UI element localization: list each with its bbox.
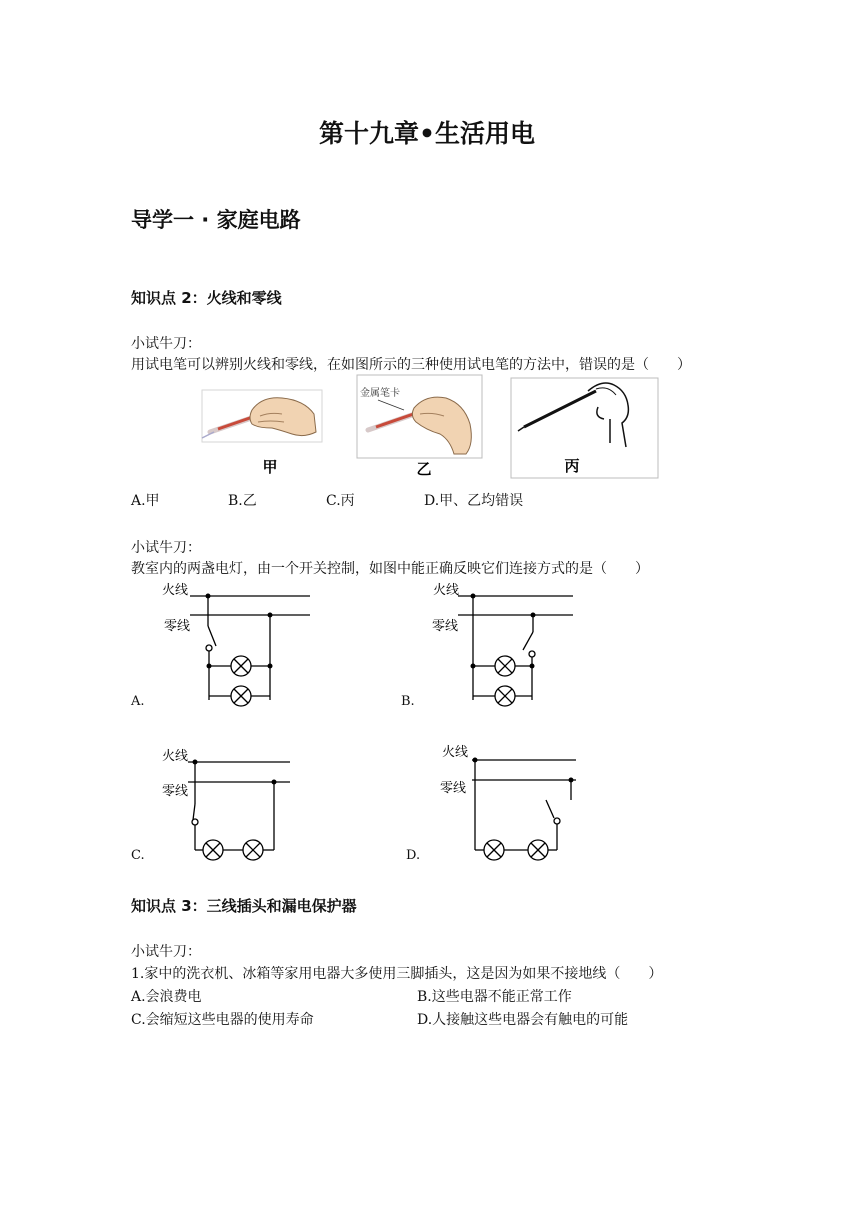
neutral-wire-label: 零线 — [164, 619, 191, 634]
question-stem: 1.家中的洗衣机、冰箱等家用电器大多使用三脚插头，这是因为如果不接地线（ ） — [131, 966, 663, 982]
option-a: A.甲 — [131, 493, 160, 509]
option-b: B.乙 — [228, 493, 257, 509]
neutral-wire-label: 零线 — [440, 781, 467, 796]
circuit-option-c: C. — [131, 848, 145, 863]
circuit-diagram-a — [160, 578, 320, 713]
circuit-option-b: B. — [401, 694, 415, 709]
live-wire-label: 火线 — [162, 749, 189, 764]
neutral-wire-label: 零线 — [432, 619, 459, 634]
circuit-option-a: A. — [131, 694, 145, 709]
neutral-wire-label: 零线 — [162, 784, 189, 799]
test-pen-figure-yi — [356, 374, 484, 478]
figure-caption-jia: 甲 — [262, 458, 278, 476]
question-label: 小试牛刀： — [131, 336, 201, 352]
circuit-diagram-d — [436, 738, 596, 868]
knowledge-point-2-heading: 知识点 2：火线和零线 — [131, 289, 282, 307]
question-label: 小试牛刀： — [131, 944, 201, 960]
option-a: A.会浪费电 — [131, 989, 202, 1005]
circuit-option-d: D. — [406, 848, 421, 863]
option-d: D.人接触这些电器会有触电的可能 — [417, 1012, 629, 1028]
live-wire-label: 火线 — [162, 583, 189, 598]
figure-caption-yi: 乙 — [416, 460, 432, 478]
option-d: D.甲、乙均错误 — [424, 493, 524, 509]
circuit-diagram-b — [428, 578, 588, 713]
chapter-title: 第十九章•生活用电 — [319, 119, 535, 148]
metal-clip-note: 金属笔卡 — [360, 388, 400, 399]
section-title: 导学一 · 家庭电路 — [131, 208, 301, 232]
knowledge-point-3-heading: 知识点 3：三线插头和漏电保护器 — [131, 897, 357, 915]
question-stem: 用试电笔可以辨别火线和零线，在如图所示的三种使用试电笔的方法中，错误的是（ ） — [131, 357, 691, 373]
question-stem: 教室内的两盏电灯，由一个开关控制，如图中能正确反映它们连接方式的是（ ） — [131, 561, 649, 577]
figure-caption-bing: 丙 — [564, 457, 580, 475]
test-pen-figure-bing — [510, 377, 660, 481]
option-c: C.丙 — [326, 493, 355, 509]
option-c: C.会缩短这些电器的使用寿命 — [131, 1012, 314, 1028]
circuit-diagram-c — [160, 742, 320, 867]
live-wire-label: 火线 — [433, 583, 460, 598]
live-wire-label: 火线 — [442, 745, 469, 760]
question-label: 小试牛刀： — [131, 540, 201, 556]
test-pen-figure-jia — [200, 388, 325, 480]
option-b: B.这些电器不能正常工作 — [417, 989, 572, 1005]
